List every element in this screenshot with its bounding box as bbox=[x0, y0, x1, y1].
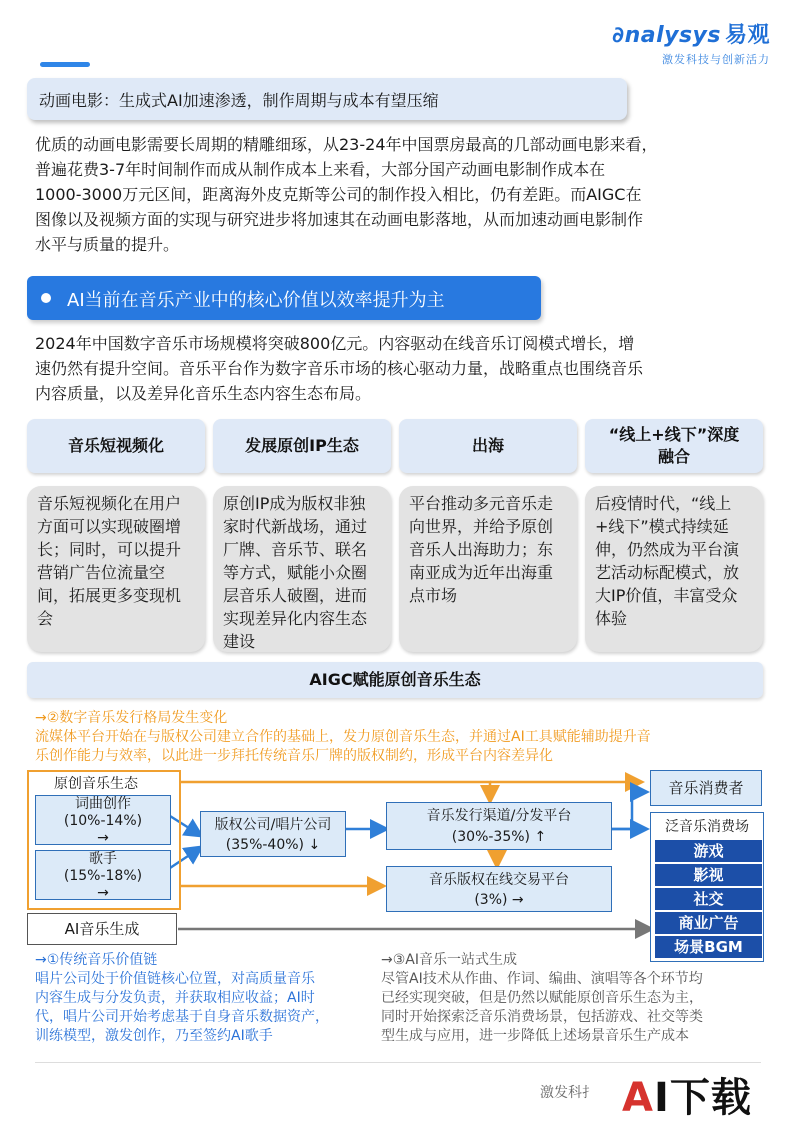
watermark-logo bbox=[622, 1066, 752, 1123]
distribution-box bbox=[386, 802, 612, 850]
scene-social: 社交 bbox=[655, 888, 762, 910]
logo-text: nalysys bbox=[624, 23, 721, 48]
section-title: 动画电影：生成式AI加速渗透，制作周期与成本有望压缩 bbox=[39, 91, 439, 110]
note-line: 型生成与应用，进一步降低上述场景音乐生产成本 bbox=[381, 1028, 689, 1044]
consumer-box: 音乐消费者 bbox=[650, 770, 762, 806]
column-head-online-offline: “线上+线下”深度融合 bbox=[585, 419, 763, 473]
logo-glyph: ∂ bbox=[612, 23, 625, 48]
box-label: 音乐发行渠道/分发平台 bbox=[426, 808, 572, 824]
para-line: 普遍花费3-7年时间制作而成从制作成本上来看，大部分国产动画电影制作成本在 bbox=[35, 160, 606, 179]
note-line: 代，唱片公司开始考虑基于自身音乐数据资产， bbox=[35, 1009, 329, 1025]
box-label: 音乐版权在线交易平台 bbox=[429, 872, 569, 888]
aigc-bar: AIGC赋能原创音乐生态 bbox=[27, 662, 763, 698]
watermark-a: A bbox=[622, 1075, 654, 1121]
note-line: 尽管AI技术从作曲、作词、编曲、演唱等各个环节均 bbox=[381, 971, 703, 987]
note-line: 同时开始探索泛音乐消费场景，包括游戏、社交等类 bbox=[381, 1009, 703, 1025]
footer-divider bbox=[35, 1062, 761, 1063]
watermark-rest: I下载 bbox=[653, 1075, 752, 1121]
note-line: 训练模型，激发创作，乃至签约AI歌手 bbox=[35, 1028, 273, 1044]
column-head-short-video: 音乐短视频化 bbox=[27, 419, 205, 473]
box-label: 歌手 bbox=[89, 851, 117, 867]
trade-platform-box bbox=[386, 866, 612, 912]
column-text: 平台推动多元音乐走向世界，并给予原创音乐人出海助力；东南亚成为近年出海重点市场 bbox=[409, 494, 554, 605]
original-ecosystem-label: 原创音乐生态 bbox=[54, 776, 138, 792]
box-range: (35%-40%) ↓ bbox=[225, 837, 321, 853]
note-title: →③AI音乐一站式生成 bbox=[381, 952, 517, 968]
column-text: 音乐短视频化在用户方面可以实现破圈增长；同时，可以提升营销广告位流量空间，拓展更多变现机会 bbox=[37, 494, 182, 628]
column-text: 后疫情时代，“线上+线下”模式持续延伸，仍然成为平台演艺活动标配模式，放大IP价值，丰富受众体验 bbox=[595, 494, 740, 628]
box-range: (10%-14%) bbox=[63, 813, 143, 829]
logo-cn: 易观 bbox=[724, 23, 770, 48]
para-line: 图像以及视频方面的实现与研究进步将加速其在动画电影落地，从而加速动画电影制作 bbox=[35, 210, 644, 229]
footer-text: 激发科扌 bbox=[540, 1085, 596, 1101]
box-range: (3%) → bbox=[474, 892, 524, 908]
note-line: 流媒体平台开始在与版权公司建立合作的基础上，发力原创音乐生态，并通过AI工具赋能辅助提升音 bbox=[35, 729, 651, 745]
para-line: 2024年中国数字音乐市场规模将突破800亿元。内容驱动在线音乐订阅模式增长，增 bbox=[35, 334, 635, 353]
para-line: 水平与质量的提升。 bbox=[35, 235, 180, 254]
box-range: (30%-35%) ↑ bbox=[451, 829, 547, 845]
column-head-overseas: 出海 bbox=[399, 419, 577, 473]
box-label: 词曲创作 bbox=[75, 796, 131, 812]
arrow-dist-to-consumer bbox=[612, 792, 645, 829]
note-line: 已经实现突破，但是仍然以赋能原创音乐生态为主， bbox=[381, 990, 703, 1006]
para-line: 优质的动画电影需要长周期的精雕细琢，从23-24年中国票房最高的几部动画电影来看， bbox=[35, 135, 658, 154]
ai-music-gen-box: AI音乐生成 bbox=[27, 913, 177, 945]
pan-music-label: 泛音乐消费场 bbox=[665, 819, 749, 835]
note-ai-one-stop bbox=[381, 951, 761, 1046]
column-text: 原创IP成为版权非独家时代新战场，通过厂牌、音乐节、联名等方式，赋能小众圈层音乐人破圈，进而实现差异化内容生态建设 bbox=[223, 494, 368, 651]
scene-bgm: 场景BGM bbox=[655, 936, 762, 958]
note-line: 唱片公司处于价值链核心位置，对高质量音乐 bbox=[35, 971, 315, 987]
songwriting-box bbox=[35, 795, 171, 845]
note-title: →②数字音乐发行格局发生变化 bbox=[35, 710, 228, 726]
scene-film: 影视 bbox=[655, 864, 762, 886]
note-line: 内容生成与分发负责，并获取相应收益；AI时 bbox=[35, 990, 315, 1006]
note-line: 乐创作能力与效率，以此进一步拜托传统音乐厂牌的版权制约，形成平台内容差异化 bbox=[35, 748, 553, 764]
brand-slogan: 激发科技与创新活力 bbox=[662, 53, 770, 66]
para-line: 内容质量，以及差异化音乐生态内容生态布局。 bbox=[35, 384, 372, 403]
scene-ads: 商业广告 bbox=[655, 912, 762, 934]
arrow-orange-top bbox=[180, 782, 490, 800]
note-traditional-chain bbox=[35, 951, 365, 1046]
singer-box bbox=[35, 850, 171, 900]
box-arrow: → bbox=[97, 830, 109, 846]
label-company-box bbox=[200, 811, 346, 857]
note-title: →①传统音乐价值链 bbox=[35, 952, 158, 968]
box-arrow: → bbox=[97, 885, 109, 901]
scene-games: 游戏 bbox=[655, 840, 762, 862]
box-range: (15%-18%) bbox=[63, 868, 143, 884]
para-line: 速仍然有提升空间。音乐平台作为数字音乐市场的核心驱动力量，战略重点也围绕音乐 bbox=[35, 359, 644, 378]
column-head-original-ip: 发展原创IP生态 bbox=[213, 419, 391, 473]
heading-text: AI当前在音乐产业中的核心价值以效率提升为主 bbox=[67, 290, 445, 311]
para-line: 1000-3000万元区间，距离海外皮克斯等公司的制作投入相比，仍有差距。而AIGC在 bbox=[35, 185, 642, 204]
box-label: 版权公司/唱片公司 bbox=[214, 817, 332, 833]
